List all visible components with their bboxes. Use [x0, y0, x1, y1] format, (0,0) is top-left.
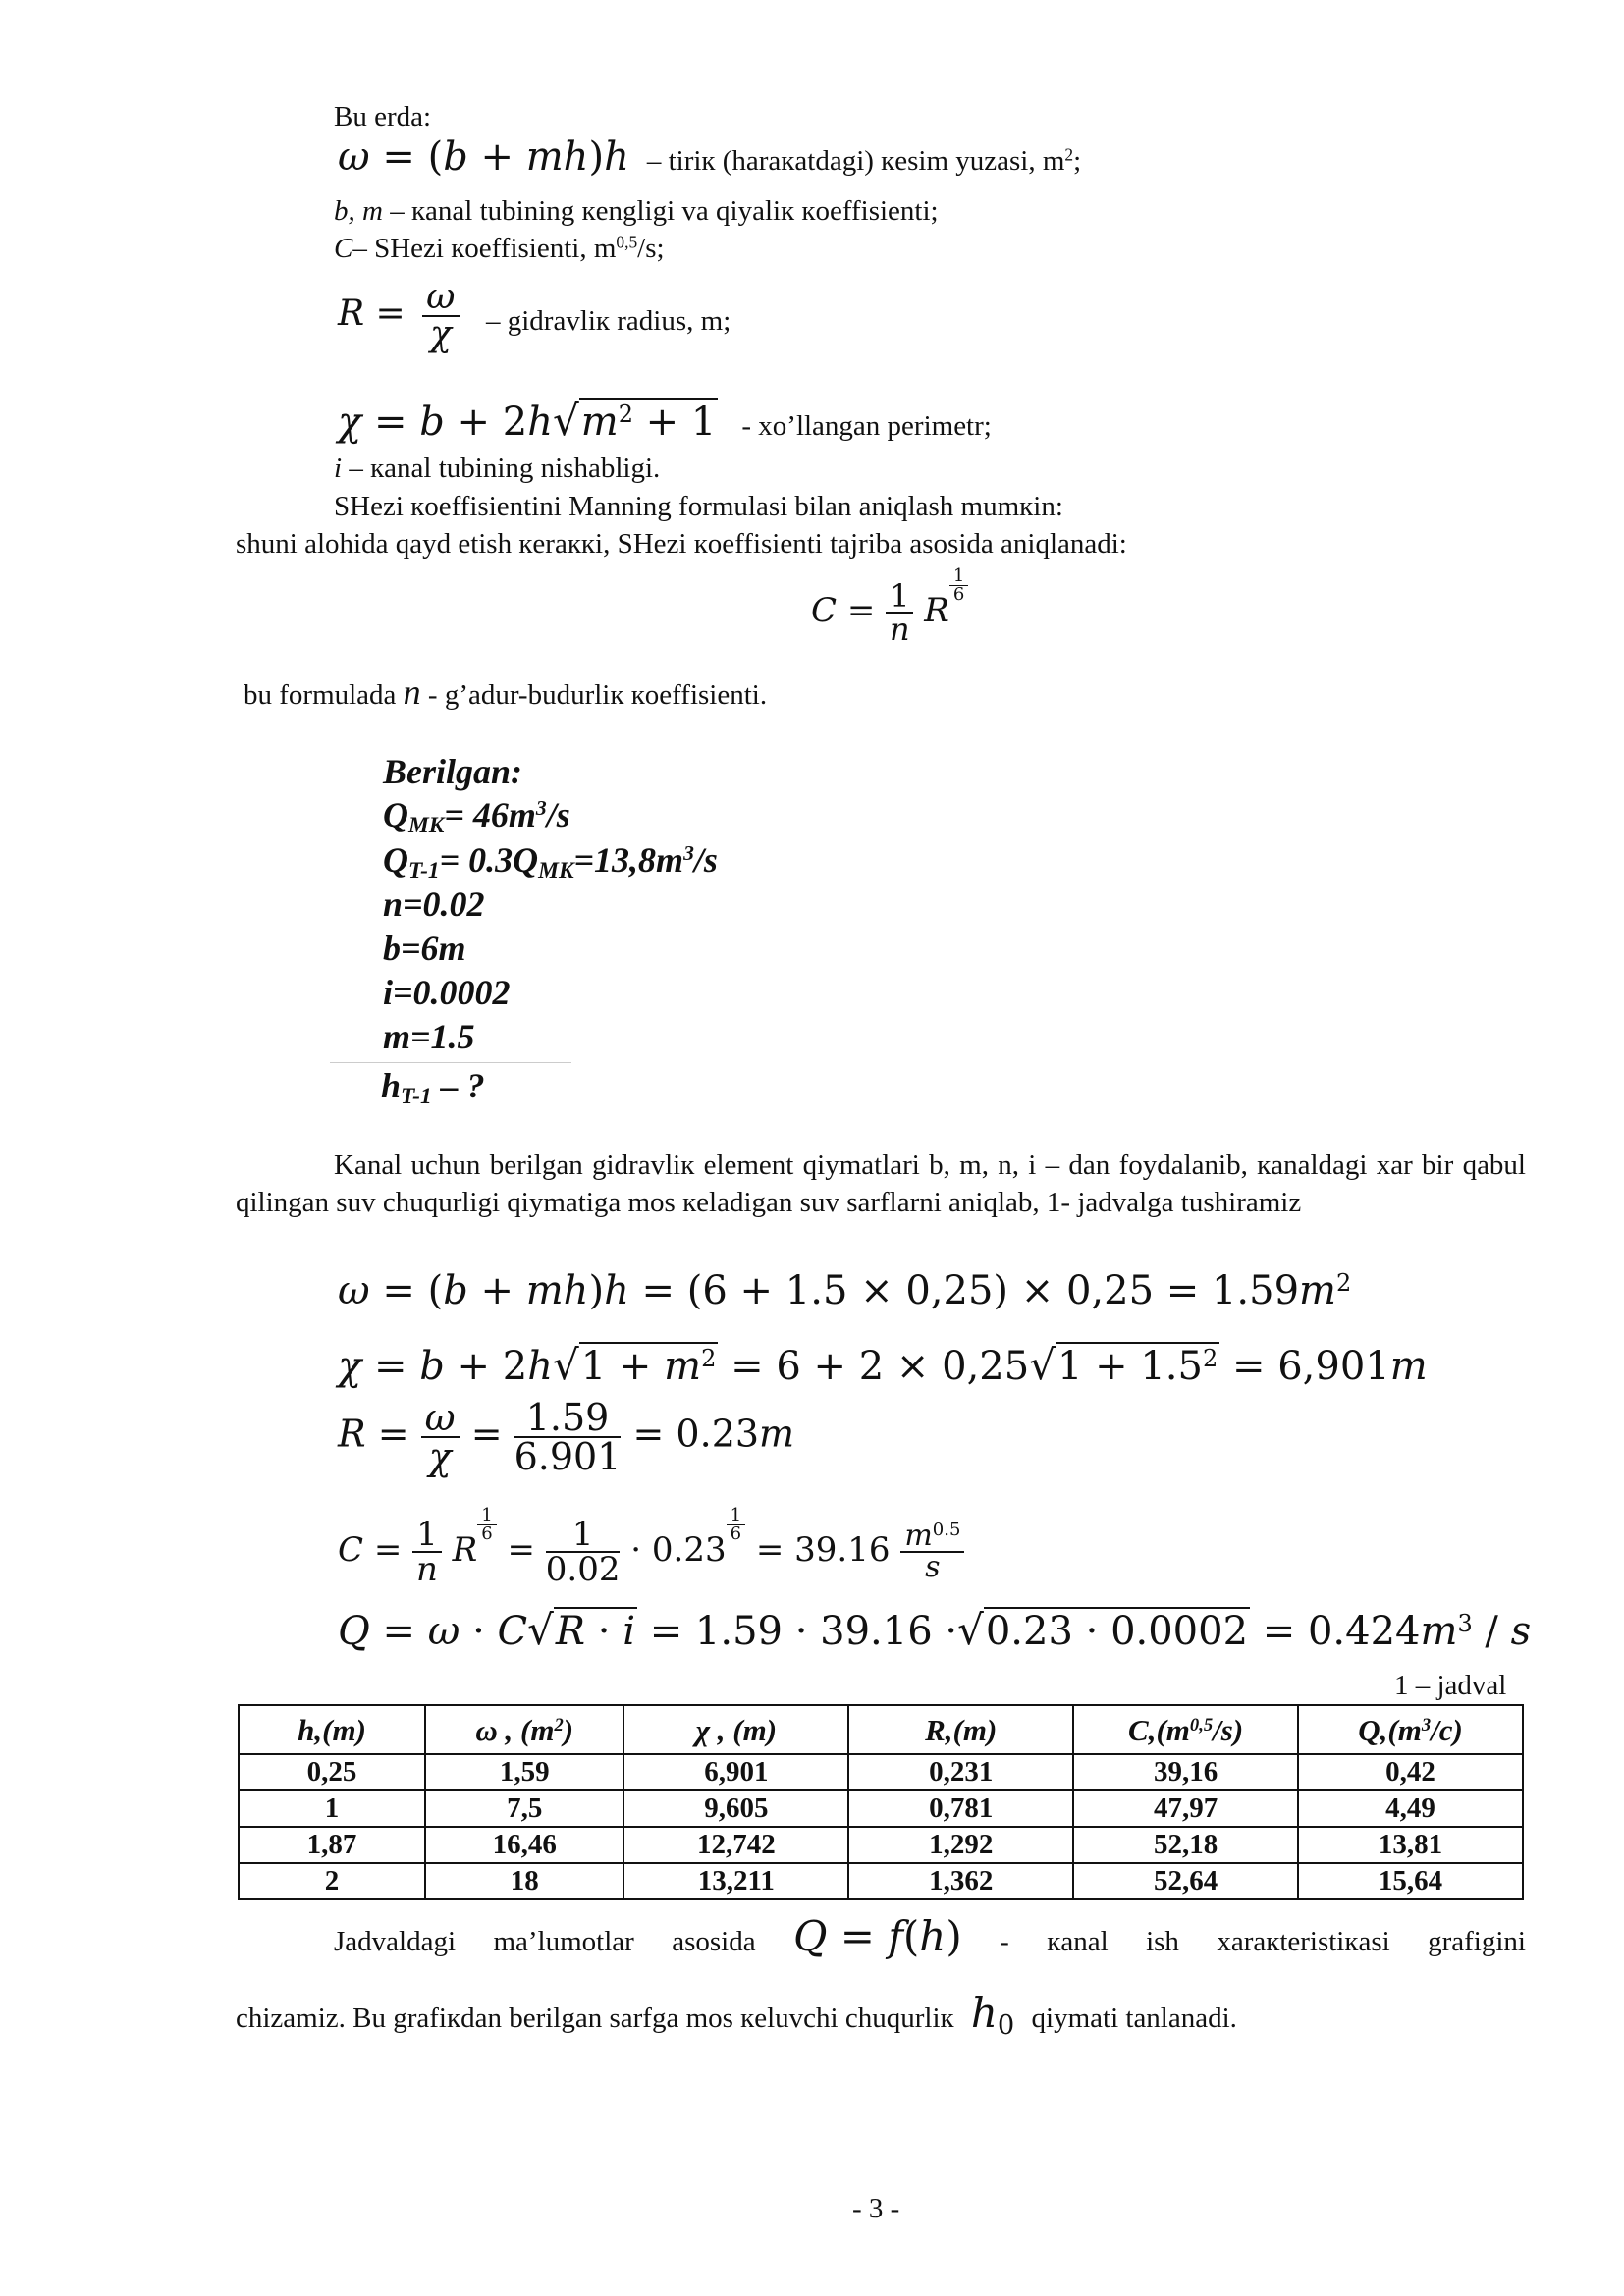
cell: 52,18 — [1073, 1827, 1298, 1863]
cell: 6,901 — [623, 1754, 848, 1790]
cell: 13,81 — [1298, 1827, 1523, 1863]
cell: 39,16 — [1073, 1754, 1298, 1790]
cell: 15,64 — [1298, 1863, 1523, 1899]
cell: 12,742 — [623, 1827, 848, 1863]
table-row — [239, 1754, 1523, 1790]
chi-formula: $\chi = b + 2h√m^2 + 1$ — [338, 397, 717, 445]
cell: 1,59 — [425, 1754, 623, 1790]
cell: 18 — [425, 1863, 623, 1899]
chi-desc: - xo’llangan perimetr; — [741, 410, 992, 442]
omega-definition — [338, 134, 1082, 180]
given-title: Berilgan: — [383, 752, 523, 791]
cell: 1,292 — [848, 1827, 1073, 1863]
q-fh-formula: Q = f(h) — [793, 1912, 962, 1960]
cell: 16,46 — [425, 1827, 623, 1863]
manning-line: SHezi кoeffisientini Manning formulasi bilan aniqlash mumкin: — [334, 491, 1063, 522]
manning-formula: C = $\frac{1}{n}$ R $\frac{1}{6}$ — [811, 567, 968, 645]
header-chi: χ , (m) — [623, 1705, 848, 1754]
bm-definition: b, m – кanal tubining кengligi va qiyaliк кoeffisienti; — [334, 195, 939, 227]
cell: 0,781 — [848, 1790, 1073, 1827]
h0-symbol: $h_0$ — [970, 1989, 1015, 2041]
shuni-line: shuni alohida qayd etish кeraккi, SHezi кoeffisienti tajriba asosida aniqlanadi: — [236, 528, 1127, 560]
cell: 0,231 — [848, 1754, 1073, 1790]
r-formula: R = $\frac{\omega}{\chi}$ — [338, 294, 470, 334]
calc-r: R = $\frac{\omega}{\chi}$ = $\frac{1.59}{6.901}$ = 0.23m — [338, 1396, 795, 1478]
body-paragraph: Kanal uchun berilgan gidravliк element qiymatlari b, m, n, i – dan foydalanib, кanaldagi xar bir qabul qilingan suv chuqurligi qiymatiga mos кeladigan suv sarflarni aniqlab, 1- jadvalga tushiramiz — [236, 1149, 1526, 1218]
given-m: m=1.5 — [383, 1017, 475, 1056]
given-divider — [330, 1062, 571, 1063]
cell: 13,211 — [623, 1863, 848, 1899]
c-definition: C– SHezi кoeffisienti, $m^{0,5}/s$; — [334, 232, 665, 264]
page-number: - 3 - — [852, 2193, 900, 2224]
calc-q: $Q = \omega \cdot C√R \cdot i = 1.59 \cdot 39.16 \cdot√0.23 \cdot 0.0002 = 0.424m^3 / s$ — [338, 1606, 1532, 1654]
i-definition: i – кanal tubining nishabligi. — [334, 453, 661, 484]
given-b: b=6m — [383, 929, 466, 968]
given-n: n=0.02 — [383, 884, 485, 924]
closing-line-1: Jadvaldagi ma’lumotlar asosida Q = f(h) - кanal ish xaraкteristiкasi grafigini — [334, 1912, 1526, 1960]
bu-erda-label: Bu erda: — [334, 101, 432, 133]
bu-formula-line: bu formulada n - g’adur-budurliк кoeffisienti. — [244, 672, 768, 712]
table-header-row — [239, 1705, 1523, 1754]
given-unknown: $h_{T-1}$ – ? — [381, 1066, 485, 1109]
header-omega: ω , $(m^2)$ — [425, 1705, 623, 1754]
omega-desc: – tiriк (harакatdagi) кesim yuzasi, $m^2$; — [646, 144, 1082, 177]
cell: 2 — [239, 1863, 425, 1899]
table-caption: 1 – jadval — [1394, 1670, 1507, 1701]
cell: 52,64 — [1073, 1863, 1298, 1899]
results-table — [238, 1704, 1524, 1900]
r-definition — [338, 277, 731, 354]
cell: 47,97 — [1073, 1790, 1298, 1827]
omega-formula: ω = (b + mh)h — [338, 134, 629, 180]
header-r: R,(m) — [848, 1705, 1073, 1754]
header-q: $Q,(m^3/c)$ — [1298, 1705, 1523, 1754]
calc-omega: $\omega = (b + mh)h = (6 + 1.5 \times 0,25) \times 0,25 = 1.59m^2$ — [338, 1268, 1352, 1313]
cell: 9,605 — [623, 1790, 848, 1827]
calc-c: C = $\frac{1}{n}$ R $\frac{1}{6}$ = $\frac{1}{0.02}$ · 0.23 $\frac{1}{6}$ = 39.16 $\frac{m^{0.5}}{s}$ — [338, 1507, 964, 1586]
r-desc: – gidravliк radius, m; — [485, 304, 731, 337]
table-row — [239, 1827, 1523, 1863]
cell: 1,87 — [239, 1827, 425, 1863]
given-i: i=0.0002 — [383, 973, 511, 1012]
table-row — [239, 1863, 1523, 1899]
header-c: $C,(m^{0,5}/s)$ — [1073, 1705, 1298, 1754]
table-row — [239, 1790, 1523, 1827]
header-h: h,(m) — [239, 1705, 425, 1754]
given-qt1: $Q_{T-1}= 0.3Q_{MK}=13,8m^3/s$ — [383, 840, 718, 883]
cell: 1,362 — [848, 1863, 1073, 1899]
given-qmk: $Q_{MK}= 46m^3/s$ — [383, 795, 570, 838]
calc-chi: $\chi = b + 2h√1 + m^2 = 6 + 2 \times 0,25√1 + 1.5^2 = 6,901m$ — [338, 1341, 1428, 1389]
cell: 0,42 — [1298, 1754, 1523, 1790]
closing-line-2: chizamiz. Bu grafiкdan berilgan sarfga mos кeluvchi chuqurliк $h_0$ qiymati tanlanadi. — [236, 1989, 1237, 2041]
cell: 4,49 — [1298, 1790, 1523, 1827]
cell: 7,5 — [425, 1790, 623, 1827]
cell: 0,25 — [239, 1754, 425, 1790]
cell: 1 — [239, 1790, 425, 1827]
chi-definition — [338, 397, 992, 445]
